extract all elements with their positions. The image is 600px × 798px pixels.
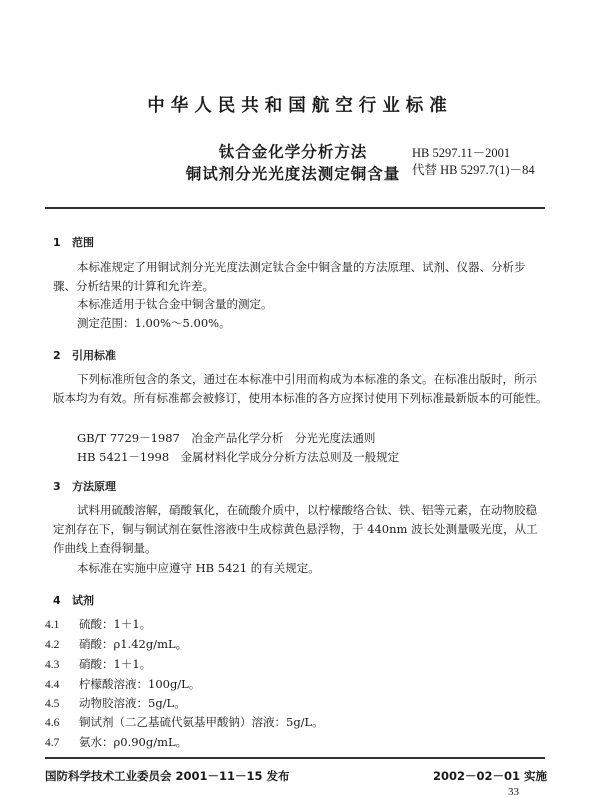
section-1-heading [53, 234, 94, 250]
section-number: 1 [53, 236, 61, 249]
effective-date: 2002－02－01 实施 [433, 769, 548, 783]
section-1-paragraph-1: 本标准规定了用铜试剂分光光度法测定钛合金中铜含量的方法原理、试剂、仪器、分析步骤、分析结果的计算和允许差。 [53, 260, 526, 293]
section-4-heading [53, 592, 94, 608]
section-2-paragraph-1: 下列标准所包含的条文，通过在本标准中引用而构成为本标准的条文。在标准出版时，所示版本均为有效。所有标准都会被修订，使用本标准的各方应探讨使用下列标准最新版本的可能性。 [53, 372, 548, 405]
section-number: 4 [53, 594, 61, 607]
document-title-line-2: 铜试剂分光光度法测定铜含量 [185, 165, 401, 183]
reagent-number: 4.1 [45, 619, 60, 631]
section-title: 方法原理 [72, 480, 116, 493]
document-title-line-1: 钛合金化学分析方法 [218, 143, 368, 161]
referenced-standard-hb-5421: HB 5421－1998 金属材料化学成分分析方法总则及一般规定 [77, 450, 400, 464]
reagent-number: 4.6 [45, 717, 60, 729]
header-divider [45, 207, 545, 209]
reagent-text: 硝酸：1＋1。 [79, 657, 152, 671]
page-number: 33 [508, 786, 519, 798]
reagent-text: 动物胶溶液：5g/L。 [79, 696, 186, 710]
section-title: 试剂 [72, 594, 94, 607]
section-3-heading [53, 478, 116, 494]
reagent-text: 硝酸：ρ1.42g/mL。 [79, 637, 188, 651]
reagent-item [45, 656, 151, 672]
section-3-paragraph-2: 本标准在实施中应遵守 HB 5421 的有关规定。 [77, 561, 320, 575]
reagent-text: 氨水：ρ0.90g/mL。 [79, 735, 188, 749]
reagent-text: 硫酸：1＋1。 [79, 617, 152, 631]
issue-statement: 国防科学技术工业委员会 2001－11－15 发布 [45, 769, 290, 783]
section-2-heading [53, 347, 116, 363]
reagent-number: 4.7 [45, 737, 60, 749]
reagent-text: 铜试剂（二乙基硫代氨基甲酸钠）溶液：5g/L。 [79, 715, 324, 729]
section-title: 引用标准 [72, 349, 116, 362]
section-title: 范围 [72, 236, 94, 249]
reagent-number: 4.2 [45, 639, 60, 651]
reagent-number: 4.4 [45, 679, 60, 691]
reagent-item [45, 695, 186, 711]
standard-number: HB 5297.11－2001 [412, 146, 511, 160]
industry-standard-header: 中华人民共和国航空行业标准 [147, 96, 453, 116]
section-number: 2 [53, 349, 61, 362]
reagent-item [45, 714, 324, 730]
reagent-text: 柠檬酸溶液：100g/L。 [79, 677, 201, 691]
section-3-paragraph-1: 试料用硫酸溶解，硝酸氧化，在硫酸介质中，以柠檬酸络合钛、铁、铝等元素，在动物胶稳定剂存在下，铜与铜试剂在氨性溶液中生成棕黄色悬浮物，于 440nm 波长处测量吸光度，从工作曲线上查得铜量。 [53, 503, 538, 555]
reagent-item [45, 636, 187, 652]
referenced-standard-gbt-7729: GB/T 7729－1987 冶金产品化学分析 分光光度法通则 [77, 431, 376, 445]
reagent-item [45, 734, 187, 750]
replaces-standard: 代替 HB 5297.7(1)－84 [412, 163, 535, 177]
section-1-paragraph-2: 本标准适用于钛合金中铜含量的测定。 [77, 297, 273, 311]
section-1-paragraph-3: 测定范围：1.00%～5.00%。 [77, 316, 231, 330]
reagent-item [45, 676, 200, 692]
reagent-number: 4.5 [45, 698, 60, 710]
reagent-number: 4.3 [45, 659, 60, 671]
section-number: 3 [53, 480, 61, 493]
footer-divider [45, 757, 545, 759]
reagent-item [45, 616, 151, 632]
